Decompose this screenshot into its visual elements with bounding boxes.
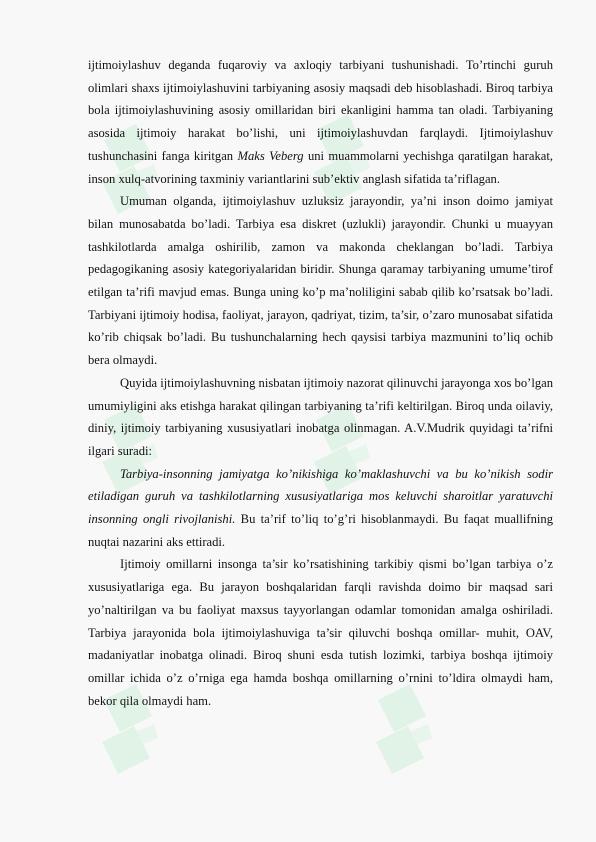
text-segment: uni muammolarni yechishga qaratilgan harakat, inson xulq-atvorining taxminiy variantlarini sub’ektiv anglash sifatida ta’riflagan.	[88, 148, 553, 186]
paragraph	[88, 553, 553, 712]
text-segment: ijtimoiylashuv deganda fuqaroviy va axloqiy tarbiyani tushunishadi. To’rtinchi guruh olimlari shaxs ijtimoiylashuvini tarbiyaning asosiy maqsadi deb hisoblashadi. Biroq tarbiya bola ijtimoiylashuvining asosiy omillaridan biri ekanligini hamma tan oladi. Tarbiyaning asosida ijtimoiy harakat bo’lishi, uni ijtimoiylashuvdan farqlaydi. Ijtimoiylashuv tushunchasini fanga kiritgan	[88, 58, 553, 163]
paragraph	[88, 190, 553, 372]
paragraph	[88, 54, 553, 190]
document-body	[88, 54, 553, 712]
italic-text: Maks Veberg	[237, 148, 304, 163]
text-segment: Bu ta’rif to’liq to’g’ri hisoblanmaydi. Bu faqat muallifning nuqtai nazarini aks ettiradi.	[88, 512, 553, 549]
text-segment: Umuman olganda, ijtimoiylashuv uzluksiz jarayondir, ya’ni inson doimo jamiyat bilan munosabatda bo’ladi. Tarbiya esa diskret (uzlukli) jarayondir. Chunki u muayyan tashkilotlarda amalga oshirilib, zamon va makonda cheklangan bo’ladi. Tarbiya pedagogikaning asosiy kategoriyalaridan biridir. Shunga qaramay tarbiyaning umume’tirof etilgan ta’rifi mavjud emas. Bunga uning ko’p ma’noliligini sabab qilib ko’rsatsak bo’ladi. Tarbiyani ijtimoiy hodisa, faoliyat, jarayon, qadriyat, tizim, ta’sir, o’zaro munosabat sifatida ko’rib chiqsak bo’ladi. Bu tushunchalarning hech qaysisi tarbiya mazmunini to’liq ochib bera olmaydi.	[88, 194, 553, 368]
paragraph	[88, 463, 553, 554]
paragraph	[88, 372, 553, 463]
text-segment: Ijtimoiy omillarni insonga ta’sir ko’rsatishining tarkibiy qismi bo’lgan tarbiya o’z xususiyatlariga ega. Bu jarayon boshqalaridan farqli ravishda doimo bir maqsad sari yo’naltirilgan va bu faoliyat maxsus tayyorlangan odamlar tomonidan amalga oshiriladi. Tarbiya jarayonida bola ijtimoiylashuviga ta’sir qiluvchi boshqa omillar- muhit, OAV, madaniyatlar inobatga olinadi. Biroq shuni esda tutish lozimki, tarbiya boshqa ijtimoiy omillar ichida o’z o’rniga ega hamda boshqa omillarning o’rnini to’ldira olmaydi ham, bekor qila olmaydi ham.	[88, 557, 553, 708]
text-segment: Quyida ijtimoiylashuvning nisbatan ijtimoiy nazorat qilinuvchi jarayonga xos bo’lgan umumiyligini aks etishga harakat qilingan tarbiyaning ta’rifi keltirilgan. Biroq unda oilaviy, diniy, ijtimoiy tarbiyaning xususiyatlari inobatga olinmagan. A.V.Mudrik quyidagi ta’rifni ilgari suradi:	[88, 375, 554, 458]
italic-text: Tarbiya-insonning jamiyatga ko’nikishiga ko’maklashuvchi va bu ko’nikish sodir etiladigan guruh va tashkilotlarning xususiyatlariga mos keluvchi sharoitlar yaratuvchi insonning ongli rivojlanishi.	[88, 466, 553, 527]
